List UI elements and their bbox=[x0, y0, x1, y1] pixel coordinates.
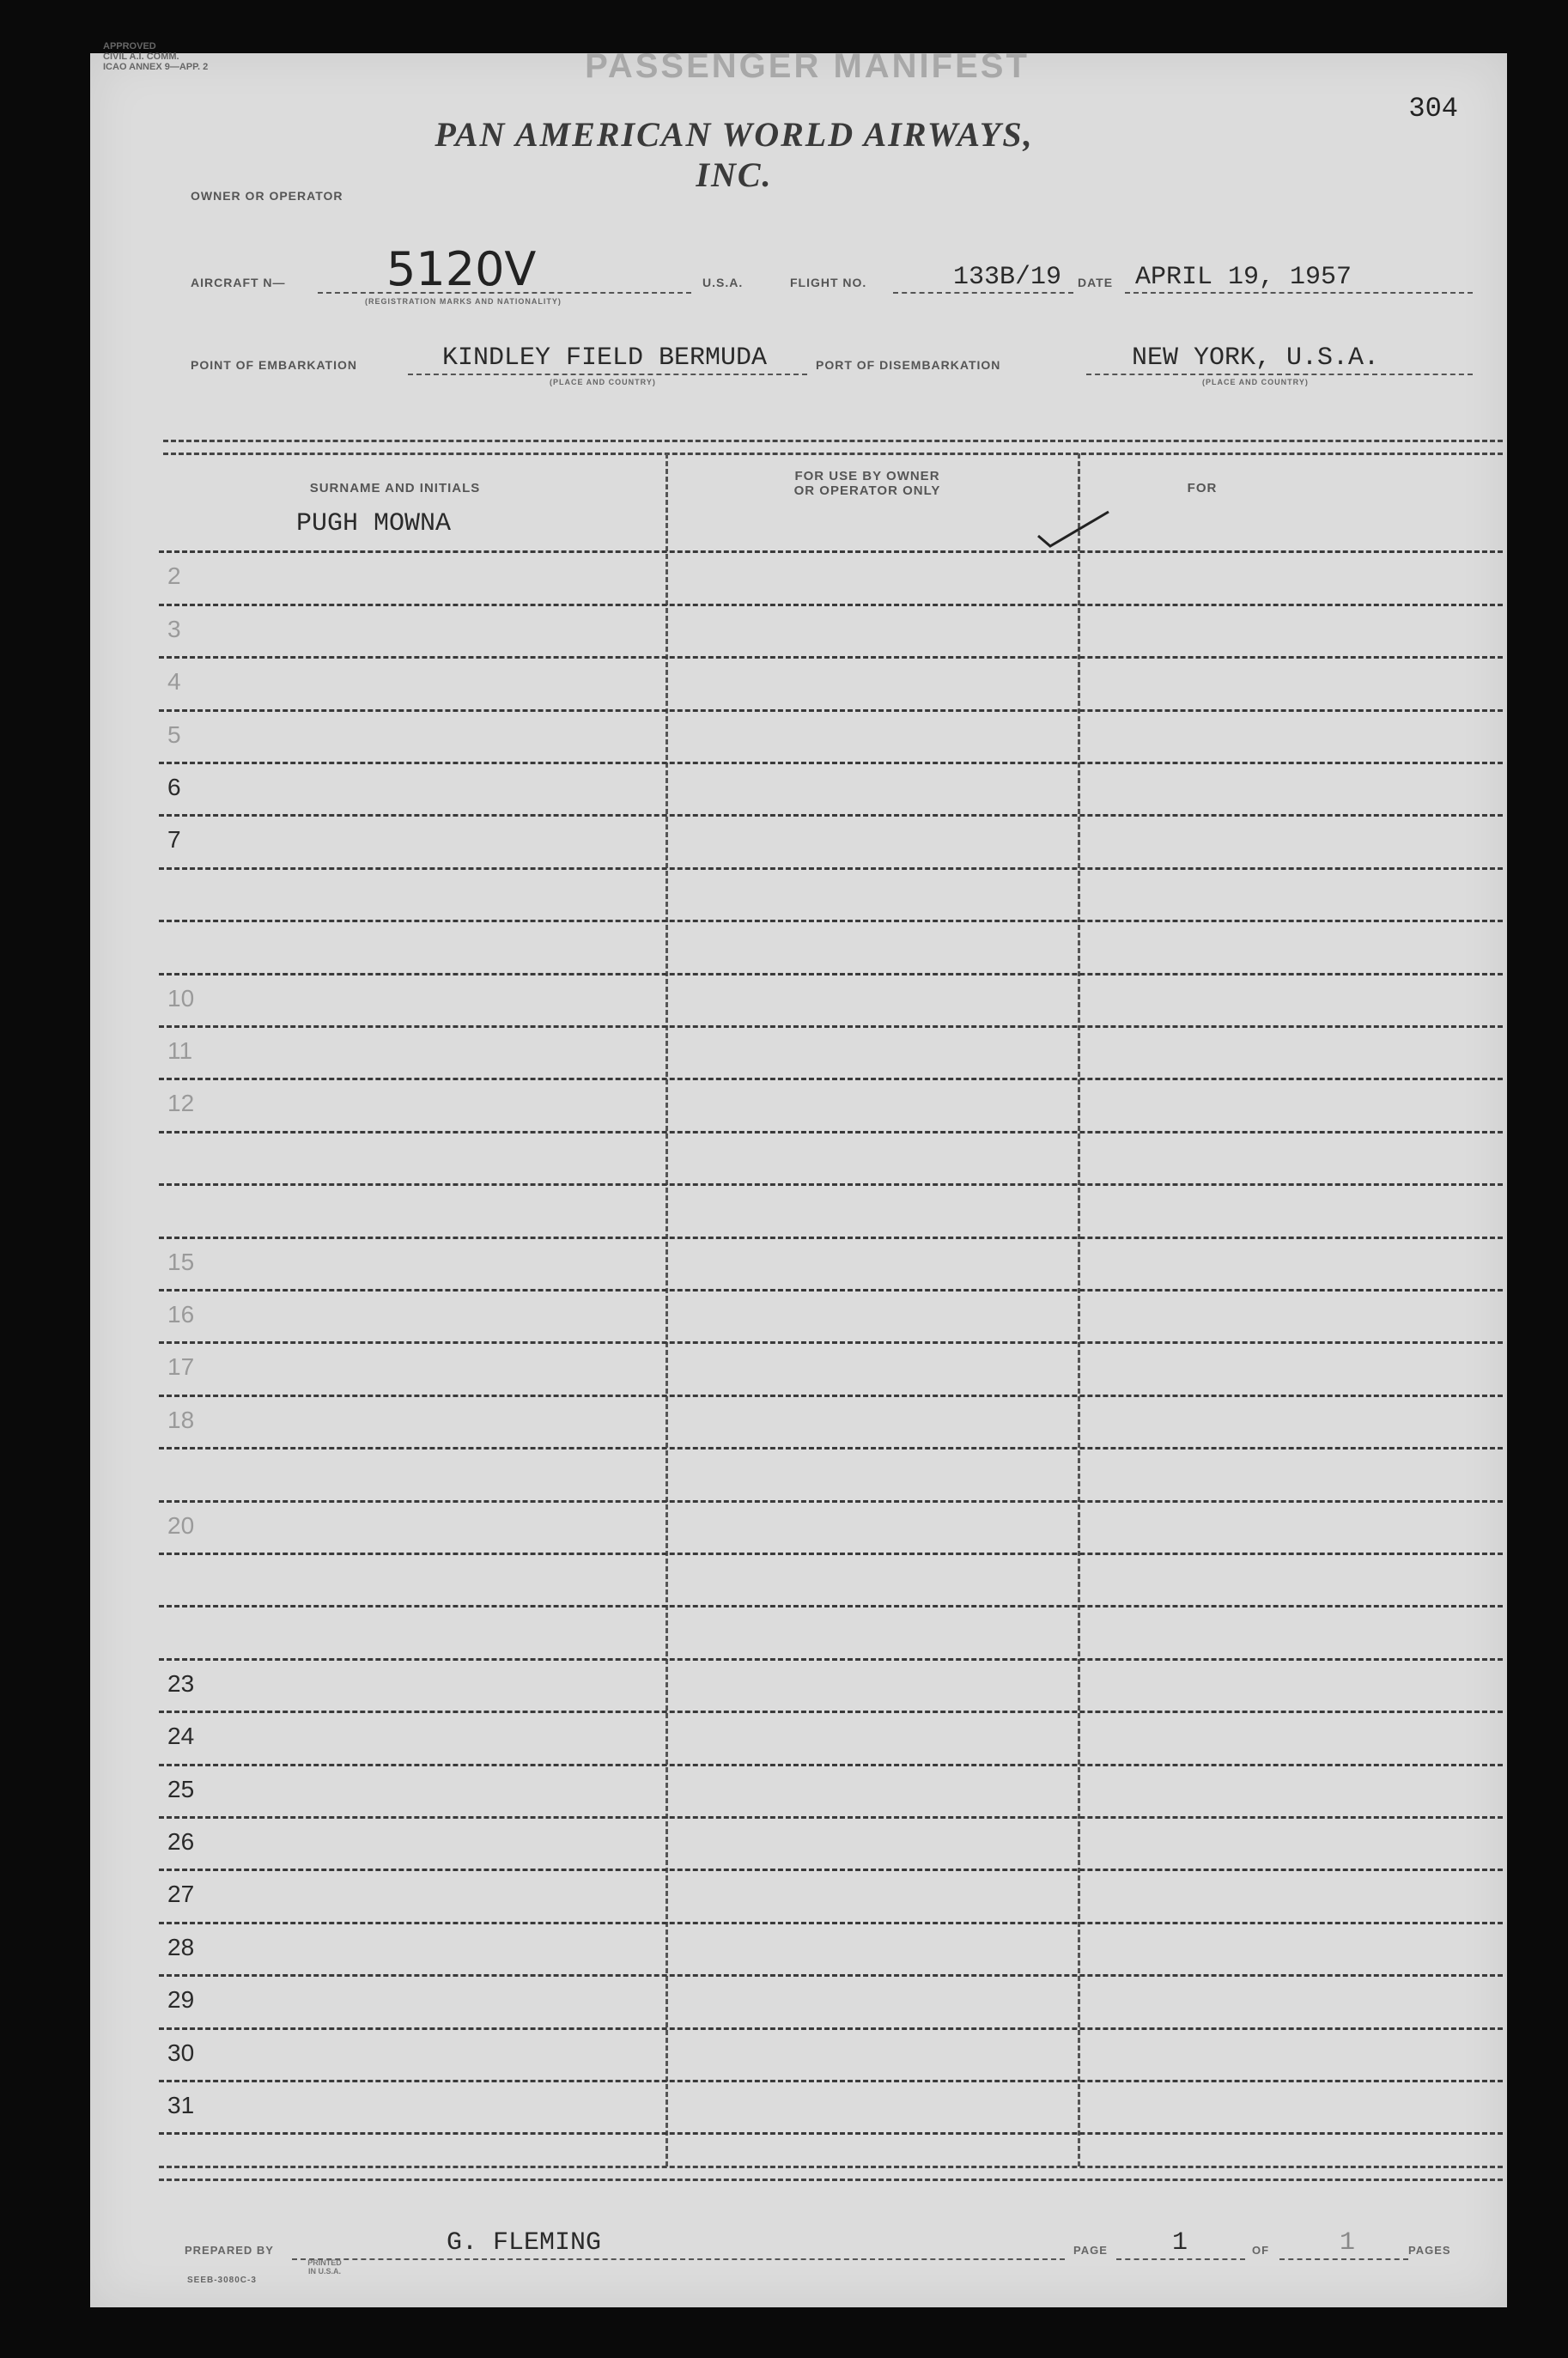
owner-label: OWNER OR OPERATOR bbox=[191, 189, 343, 203]
row-number: 20 bbox=[167, 1511, 195, 1539]
approval-note bbox=[103, 41, 215, 72]
row-rule bbox=[159, 2132, 1503, 2135]
pages-label: PAGES bbox=[1408, 2244, 1451, 2257]
row-number: 18 bbox=[167, 1406, 195, 1433]
embark-underline bbox=[408, 374, 807, 375]
flight-underline bbox=[893, 292, 1073, 294]
row-rule bbox=[159, 1183, 1503, 1186]
row-rule bbox=[159, 1922, 1503, 1924]
flight-value: 133B/19 bbox=[953, 263, 1062, 292]
row-rule bbox=[159, 1974, 1503, 1977]
row-number: 30 bbox=[167, 2039, 195, 2066]
row-number: 3 bbox=[167, 615, 181, 642]
row-rule bbox=[159, 920, 1503, 922]
row-number: 25 bbox=[167, 1775, 195, 1802]
row-number: 28 bbox=[167, 1933, 195, 1960]
aircraft-sublabel: (REGISTRATION MARKS AND NATIONALITY) bbox=[365, 297, 562, 306]
row-number: 6 bbox=[167, 774, 181, 800]
row-rule bbox=[159, 1341, 1503, 1344]
col-third-header: FOR bbox=[1187, 481, 1218, 495]
row-rule bbox=[159, 1764, 1503, 1766]
prepared-label: PREPARED BY bbox=[185, 2244, 274, 2257]
row-rule bbox=[159, 1131, 1503, 1133]
row-number: 7 bbox=[167, 826, 181, 854]
row-rule bbox=[159, 1869, 1503, 1871]
row-number: 4 bbox=[167, 668, 181, 696]
row-rule bbox=[159, 1816, 1503, 1819]
page-underline bbox=[1116, 2258, 1245, 2260]
form-code: SEEB-3080C-3 bbox=[187, 2276, 257, 2285]
row-rule bbox=[159, 973, 1503, 975]
aircraft-label: AIRCRAFT N— bbox=[191, 276, 286, 289]
row-rule bbox=[159, 2080, 1503, 2082]
date-label: DATE bbox=[1078, 276, 1114, 289]
row-number: 10 bbox=[167, 984, 195, 1012]
prepared-underline bbox=[292, 2258, 1065, 2260]
row-number: 17 bbox=[167, 1353, 195, 1381]
date-value: APRIL 19, 1957 bbox=[1135, 263, 1352, 292]
row-number: 2 bbox=[167, 562, 181, 590]
row-number: 11 bbox=[167, 1037, 193, 1064]
flight-label: FLIGHT NO. bbox=[790, 276, 867, 289]
row-rule bbox=[159, 656, 1503, 659]
row-rule bbox=[159, 709, 1503, 712]
disembark-sublabel: (PLACE AND COUNTRY) bbox=[1202, 378, 1309, 386]
approval-line: APPROVED bbox=[103, 41, 156, 52]
col-owner-header-line1: FOR USE BY OWNER bbox=[794, 469, 940, 483]
disembark-value: NEW YORK, U.S.A. bbox=[1132, 343, 1380, 373]
row-number: 27 bbox=[167, 1881, 195, 1908]
operator-name: PAN AMERICAN WORLD AIRWAYS, INC. bbox=[435, 115, 1034, 194]
disembark-label: PORT OF DISEMBARKATION bbox=[816, 358, 1001, 372]
row-rule bbox=[159, 762, 1503, 764]
check-mark-icon bbox=[1035, 507, 1112, 550]
of-value: 1 bbox=[1340, 2228, 1356, 2258]
row-rule bbox=[159, 1289, 1503, 1291]
row-rule bbox=[159, 1711, 1503, 1713]
row-rule bbox=[159, 867, 1503, 870]
col-surname-header: SURNAME AND INITIALS bbox=[309, 481, 481, 495]
row-number: 5 bbox=[167, 720, 181, 748]
approval-line: ICAO ANNEX 9—APP. 2 bbox=[103, 62, 209, 72]
row-rule bbox=[159, 1605, 1503, 1607]
row-rule bbox=[159, 1237, 1503, 1239]
row-rule bbox=[159, 1658, 1503, 1661]
passenger-name: PUGH MOWNA bbox=[296, 509, 452, 538]
prepared-value: G. FLEMING bbox=[447, 2228, 602, 2258]
row-rule bbox=[159, 1553, 1503, 1555]
of-label: OF bbox=[1252, 2244, 1270, 2257]
aircraft-value: 5120V bbox=[386, 242, 537, 296]
row-rule bbox=[159, 814, 1503, 817]
page-label: PAGE bbox=[1073, 2244, 1108, 2257]
row-rule bbox=[159, 2027, 1503, 2030]
form-title: PASSENGER MANIFEST bbox=[585, 47, 1030, 85]
row-number: 31 bbox=[167, 2092, 195, 2118]
row-number: 16 bbox=[167, 1301, 195, 1328]
row-number: 24 bbox=[167, 1723, 195, 1750]
row-number: 23 bbox=[167, 1669, 195, 1697]
row-rule bbox=[159, 604, 1503, 606]
col-owner-header-line2: OR OPERATOR ONLY bbox=[793, 483, 941, 498]
table-top-border bbox=[163, 440, 1503, 455]
row-rule bbox=[159, 1025, 1503, 1028]
sheet-number: 304 bbox=[1408, 93, 1458, 125]
row-number: 26 bbox=[167, 1828, 195, 1855]
printed-stamp: PRINTED IN U.S.A. bbox=[307, 2258, 342, 2276]
approval-line: CIVIL A.I. COMM. bbox=[103, 52, 179, 62]
usa-label: U.S.A. bbox=[702, 276, 744, 289]
embark-value: KINDLEY FIELD BERMUDA bbox=[442, 343, 768, 373]
table-bottom-border bbox=[159, 2166, 1503, 2181]
row-number: 15 bbox=[167, 1248, 195, 1275]
embark-label: POINT OF EMBARKATION bbox=[191, 358, 357, 372]
row-number: 12 bbox=[167, 1090, 195, 1117]
row-rule bbox=[159, 550, 1503, 553]
of-underline bbox=[1279, 2258, 1408, 2260]
embark-sublabel: (PLACE AND COUNTRY) bbox=[550, 378, 656, 386]
row-rule bbox=[159, 1447, 1503, 1449]
row-rule bbox=[159, 1500, 1503, 1503]
disembark-underline bbox=[1086, 374, 1473, 375]
date-underline bbox=[1125, 292, 1473, 294]
row-rule bbox=[159, 1395, 1503, 1397]
page-value: 1 bbox=[1172, 2228, 1188, 2258]
row-number: 29 bbox=[167, 1986, 195, 2014]
row-rule bbox=[159, 1078, 1503, 1080]
manifest-sheet bbox=[90, 53, 1507, 2307]
